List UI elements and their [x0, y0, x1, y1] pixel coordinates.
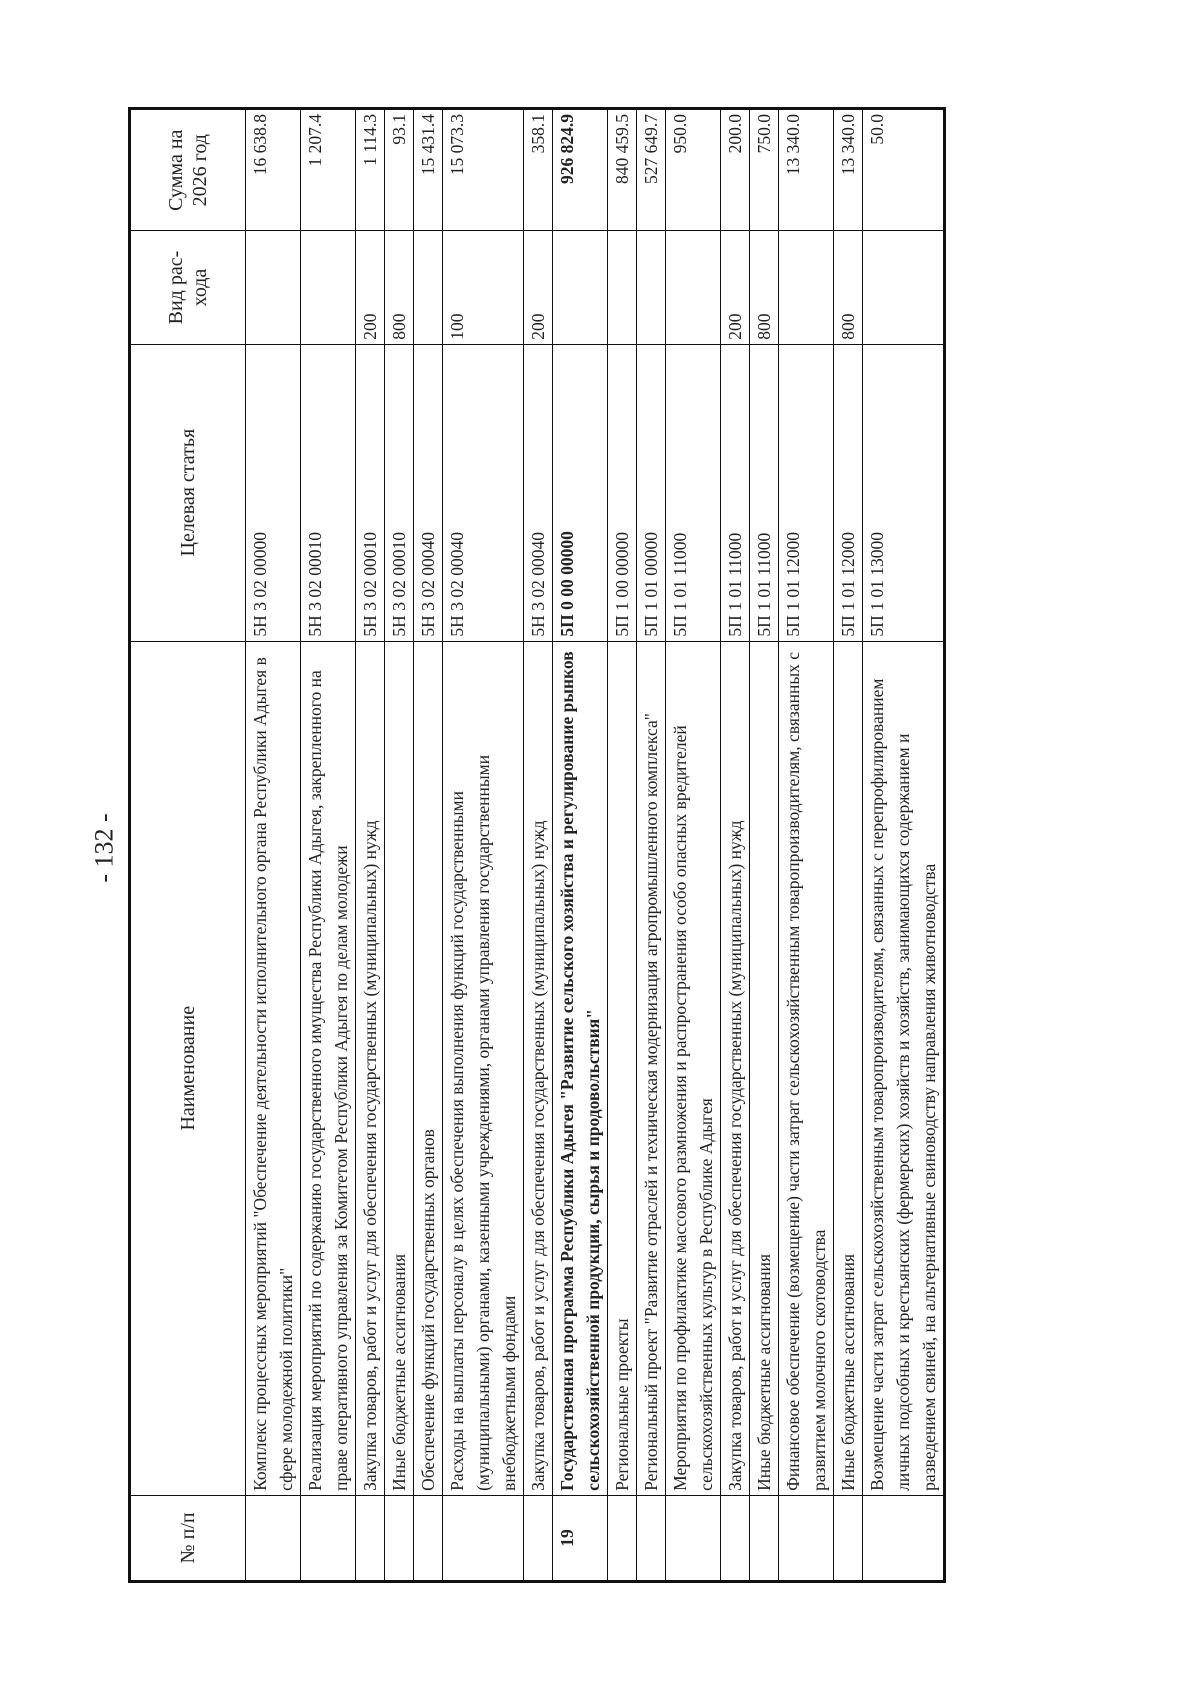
cell-code: 5Н 3 02 00010 [385, 344, 414, 641]
table-row [301, 109, 356, 1582]
cell-kind [553, 231, 608, 344]
cell-num [301, 1495, 356, 1581]
cell-sum: 358.1 [524, 109, 553, 231]
cell-kind: 100 [443, 231, 524, 344]
table-row [666, 109, 721, 1582]
cell-code: 5Н 3 02 00040 [524, 344, 553, 641]
table-body [246, 109, 945, 1582]
cell-sum: 1 207.4 [301, 109, 356, 231]
cell-num [779, 1495, 834, 1581]
rotated-page-content [128, 107, 1094, 1583]
cell-kind: 800 [834, 231, 863, 344]
header-kind: Вид рас-хода [130, 231, 246, 344]
header-code: Целевая статья [130, 344, 246, 641]
table-row [414, 109, 443, 1582]
cell-code: 5П 1 01 12000 [834, 344, 863, 641]
cell-kind [246, 231, 301, 344]
cell-name: Мероприятия по профилактике массового размножения и распространения особо опасных вредителей сельскохозяйственных культур в Республике Адыгея [666, 641, 721, 1495]
header-name: Наименование [130, 641, 246, 1495]
table-header-row [130, 109, 246, 1582]
table-row [246, 109, 301, 1582]
cell-num [750, 1495, 779, 1581]
cell-kind: 800 [750, 231, 779, 344]
cell-kind: 200 [524, 231, 553, 344]
cell-num [414, 1495, 443, 1581]
table-row [385, 109, 414, 1582]
cell-code: 5П 0 00 00000 [553, 344, 608, 641]
cell-code: 5Н 3 02 00040 [414, 344, 443, 641]
cell-name: Расходы на выплаты персоналу в целях обеспечения выполнения функций государственными (муниципальными) органами, казенными учреждениями, органами управления государственными внебюджетными фондами [443, 641, 524, 1495]
cell-code: 5Н 3 02 00010 [356, 344, 385, 641]
cell-kind: 800 [385, 231, 414, 344]
cell-sum: 50.0 [863, 109, 945, 231]
cell-num [721, 1495, 750, 1581]
table-row [356, 109, 385, 1582]
cell-kind [414, 231, 443, 344]
cell-sum: 16 638.8 [246, 109, 301, 231]
cell-num: 19 [553, 1495, 608, 1581]
cell-sum: 15 431.4 [414, 109, 443, 231]
cell-num [834, 1495, 863, 1581]
table-row [608, 109, 637, 1582]
cell-sum: 926 824.9 [553, 109, 608, 231]
cell-sum: 527 649.7 [637, 109, 666, 231]
cell-kind: 200 [356, 231, 385, 344]
cell-num [524, 1495, 553, 1581]
cell-num [356, 1495, 385, 1581]
table-row [637, 109, 666, 1582]
cell-name: Иные бюджетные ассигнования [750, 641, 779, 1495]
table-row [779, 109, 834, 1582]
cell-name: Закупка товаров, работ и услуг для обеспечения государственных (муниципальных) нужд [524, 641, 553, 1495]
cell-code: 5Н 3 02 00010 [301, 344, 356, 641]
cell-code: 5П 1 01 11000 [750, 344, 779, 641]
cell-name: Региональный проект "Развитие отраслей и техническая модернизация агропромышленного комплекса" [637, 641, 666, 1495]
cell-num [863, 1495, 945, 1581]
cell-name: Финансовое обеспечение (возмещение) части затрат сельскохозяйственным товаропроизводителям, связанных с развитием молочного скотоводства [779, 641, 834, 1495]
cell-code: 5Н 3 02 00000 [246, 344, 301, 641]
cell-sum: 13 340.0 [779, 109, 834, 231]
cell-name: Закупка товаров, работ и услуг для обеспечения государственных (муниципальных) нужд [721, 641, 750, 1495]
budget-table [128, 107, 946, 1583]
cell-num [666, 1495, 721, 1581]
table-row [863, 109, 945, 1582]
cell-num [443, 1495, 524, 1581]
cell-sum: 200.0 [721, 109, 750, 231]
cell-kind [863, 231, 945, 344]
table-row [524, 109, 553, 1582]
cell-kind [666, 231, 721, 344]
page-number: - 132 - [89, 813, 119, 883]
cell-kind [637, 231, 666, 344]
table-row [443, 109, 524, 1582]
cell-sum: 15 073.3 [443, 109, 524, 231]
cell-name: Региональные проекты [608, 641, 637, 1495]
cell-name: Иные бюджетные ассигнования [385, 641, 414, 1495]
cell-code: 5П 1 01 11000 [721, 344, 750, 641]
table-row [553, 109, 608, 1582]
cell-kind [301, 231, 356, 344]
cell-num [246, 1495, 301, 1581]
cell-sum: 950.0 [666, 109, 721, 231]
table-row [750, 109, 779, 1582]
cell-code: 5П 1 01 12000 [779, 344, 834, 641]
cell-name: Обеспечение функций государственных органов [414, 641, 443, 1495]
cell-name: Закупка товаров, работ и услуг для обеспечения государственных (муниципальных) нужд [356, 641, 385, 1495]
cell-code: 5П 1 00 00000 [608, 344, 637, 641]
cell-kind [608, 231, 637, 344]
cell-name: Государственная программа Республики Адыгея "Развитие сельского хозяйства и регулирование рынков сельскохозяйственной продукции, сырья и продовольствия" [553, 641, 608, 1495]
cell-num [608, 1495, 637, 1581]
table-row [834, 109, 863, 1582]
cell-kind: 200 [721, 231, 750, 344]
cell-code: 5Н 3 02 00040 [443, 344, 524, 641]
cell-sum: 93.1 [385, 109, 414, 231]
cell-sum: 750.0 [750, 109, 779, 231]
header-sum: Сумма на 2026 год [130, 109, 246, 231]
cell-sum: 840 459.5 [608, 109, 637, 231]
cell-sum: 13 340.0 [834, 109, 863, 231]
cell-name: Реализация мероприятий по содержанию государственного имущества Республики Адыгея, закрепленного на праве оперативного управления за Комитетом Республики Адыгея по делам молодежи [301, 641, 356, 1495]
cell-name: Иные бюджетные ассигнования [834, 641, 863, 1495]
cell-kind [779, 231, 834, 344]
cell-code: 5П 1 01 13000 [863, 344, 945, 641]
cell-code: 5П 1 01 00000 [637, 344, 666, 641]
cell-num [637, 1495, 666, 1581]
table-row [721, 109, 750, 1582]
cell-code: 5П 1 01 11000 [666, 344, 721, 641]
cell-name: Возмещение части затрат сельскохозяйственным товаропроизводителям, связанных с перепрофилированием личных подсобных и крестьянских (фермерских) хозяйств и хозяйств, занимающихся содержанием и разведением свиней, на альтернативные свиноводству направления животноводства [863, 641, 945, 1495]
cell-sum: 1 114.3 [356, 109, 385, 231]
cell-name: Комплекс процессных мероприятий "Обеспечение деятельности исполнительного органа Республики Адыгея в сфере молодежной политики" [246, 641, 301, 1495]
header-num: № п/п [130, 1495, 246, 1581]
cell-num [385, 1495, 414, 1581]
